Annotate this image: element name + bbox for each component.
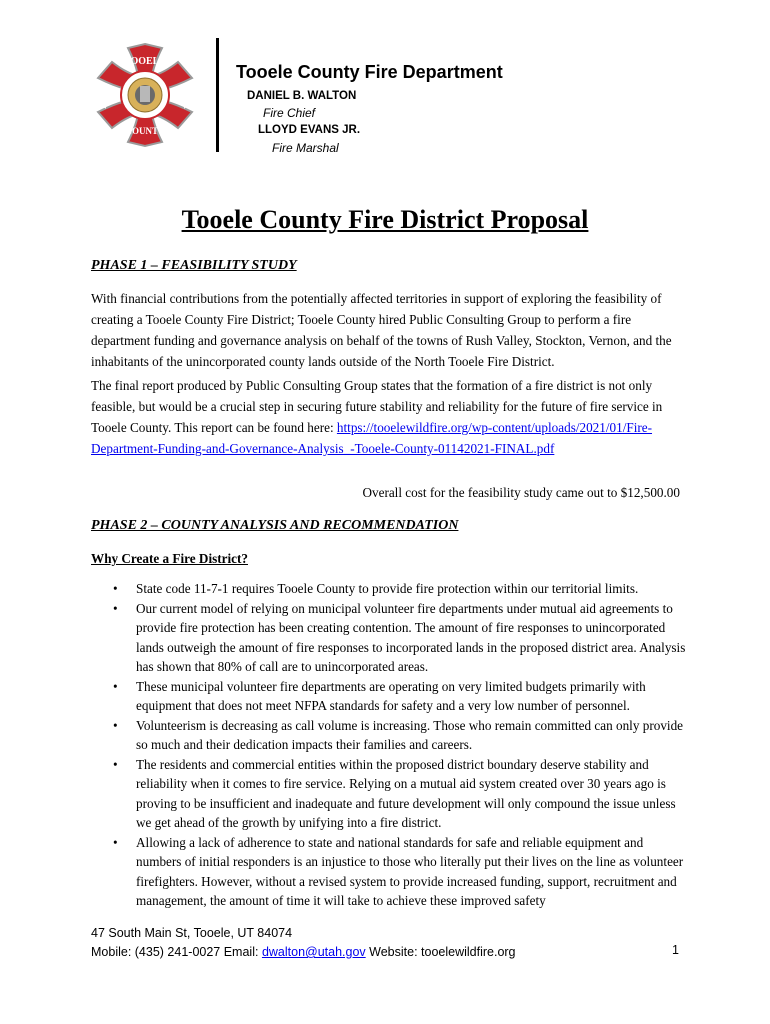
list-item: [91, 833, 691, 911]
department-name: Tooele County Fire Department: [236, 62, 503, 82]
page-footer: [91, 924, 685, 962]
logo-top-text: TOOELE: [123, 56, 167, 67]
list-item-text: State code 11-7-1 requires Tooele County to provide fire protection within our territorial limits.: [136, 581, 639, 596]
phase1-heading: PHASE 1 – FEASIBILITY STUDY: [91, 258, 297, 273]
feasibility-cost: Overall cost for the feasibility study came out to $12,500.00: [362, 485, 680, 500]
list-item: [91, 677, 691, 716]
bullet-icon: •: [113, 678, 118, 694]
fire-department-logo: [92, 42, 198, 148]
list-item-text: The residents and commercial entities within the proposed district boundary deserve stability and reliability when it comes to fire service. Relying on a mutual aid system created over 30 years ago is proving to be insufficient and inadequate and future development will only compound the issue unless we get ahead of the growth by unifying into a fire district.: [136, 756, 676, 830]
fire-chief-title: Fire Chief: [263, 106, 316, 120]
logo-left-text: FIRE: [97, 86, 115, 110]
phase1-paragraph-2-text: The final report produced by Public Consulting Group states that the formation of a fire district is not only feasible, but would be a crucial step in securing future stability and reliability for the future of fire service in Tooele County. This report can be found here:: [91, 378, 663, 435]
fire-chief-name: DANIEL B. WALTON: [247, 90, 357, 102]
email-link[interactable]: dwalton@utah.gov: [261, 945, 366, 959]
list-item-text: Allowing a lack of adherence to state and national standards for safe and reliable equipment and numbers of initial responders is an injustice to those who literally put their lives on the line as volunteer firefighters. However, without a revised system to provide increased funding, support, recruitment and management, the amount of time it will take to achieve these improved safety: [136, 834, 684, 908]
footer-contact: [91, 943, 685, 962]
list-item: [91, 599, 691, 677]
list-item-text: Volunteerism is decreasing as call volume is increasing. Those who remain committed can only provide so much and their dedication impacts their families and careers.: [136, 717, 684, 752]
header-divider: [216, 38, 219, 152]
bullet-icon: •: [113, 834, 118, 850]
list-item: [91, 716, 691, 755]
footer-mobile: Mobile: (435) 241-0027 Email:: [91, 945, 262, 959]
fire-marshal-title: Fire Marshal: [272, 141, 339, 155]
logo-bottom-text: COUNTY: [125, 126, 165, 136]
list-item: [91, 755, 691, 833]
why-subheading: Why Create a Fire District?: [91, 551, 248, 566]
phase1-paragraph-1: With financial contributions from the potentially affected territories in support of exploring the feasibility of creating a Tooele County Fire District; Tooele County hired Public Consulting Group to perform a fire department funding and governance analysis on behalf of the towns of Rush Valley, Stockton, Vernon, and the inhabitants of the unincorporated county lands outside of the North Tooele Fire District.: [91, 291, 672, 369]
logo-right-text: DEPT: [175, 84, 193, 111]
list-item-text: These municipal volunteer fire departments are operating on very limited budgets primarily with equipment that does not meet NFPA standards for safety and a very low number of personnel.: [136, 678, 646, 713]
bullet-icon: •: [113, 581, 118, 596]
page-number: 1: [672, 943, 679, 957]
fire-marshal-name: LLOYD EVANS JR.: [258, 124, 361, 136]
report-link[interactable]: https://tooelewildfire.org/wp-content/uploads/2021/01/Fire-Department-Funding-and-Governance-Analysis_-Tooele-County-01142021-FINAL.pdf: [91, 420, 653, 456]
footer-website: Website: tooelewildfire.org: [365, 945, 516, 959]
list-item: [91, 579, 691, 599]
document-title: Tooele County Fire District Proposal: [181, 205, 589, 234]
bullet-icon: •: [113, 600, 118, 616]
phase2-heading: PHASE 2 – COUNTY ANALYSIS AND RECOMMENDATION: [91, 518, 459, 533]
reasons-list: [91, 579, 691, 911]
list-item-text: Our current model of relying on municipal volunteer fire departments under mutual aid agreements to provide fire protection has been creating contention. The amount of fire responses to unincorporated lands outweigh the amount of fire responses to incorporated lands in the proposed district area. Analysis has shown that 80% of call are to unincorporated areas.: [136, 600, 686, 674]
footer-address: 47 South Main St, Tooele, UT 84074: [91, 926, 293, 940]
bullet-icon: •: [113, 717, 118, 733]
phase1-paragraph-2: [91, 375, 685, 459]
bullet-icon: •: [113, 756, 118, 772]
